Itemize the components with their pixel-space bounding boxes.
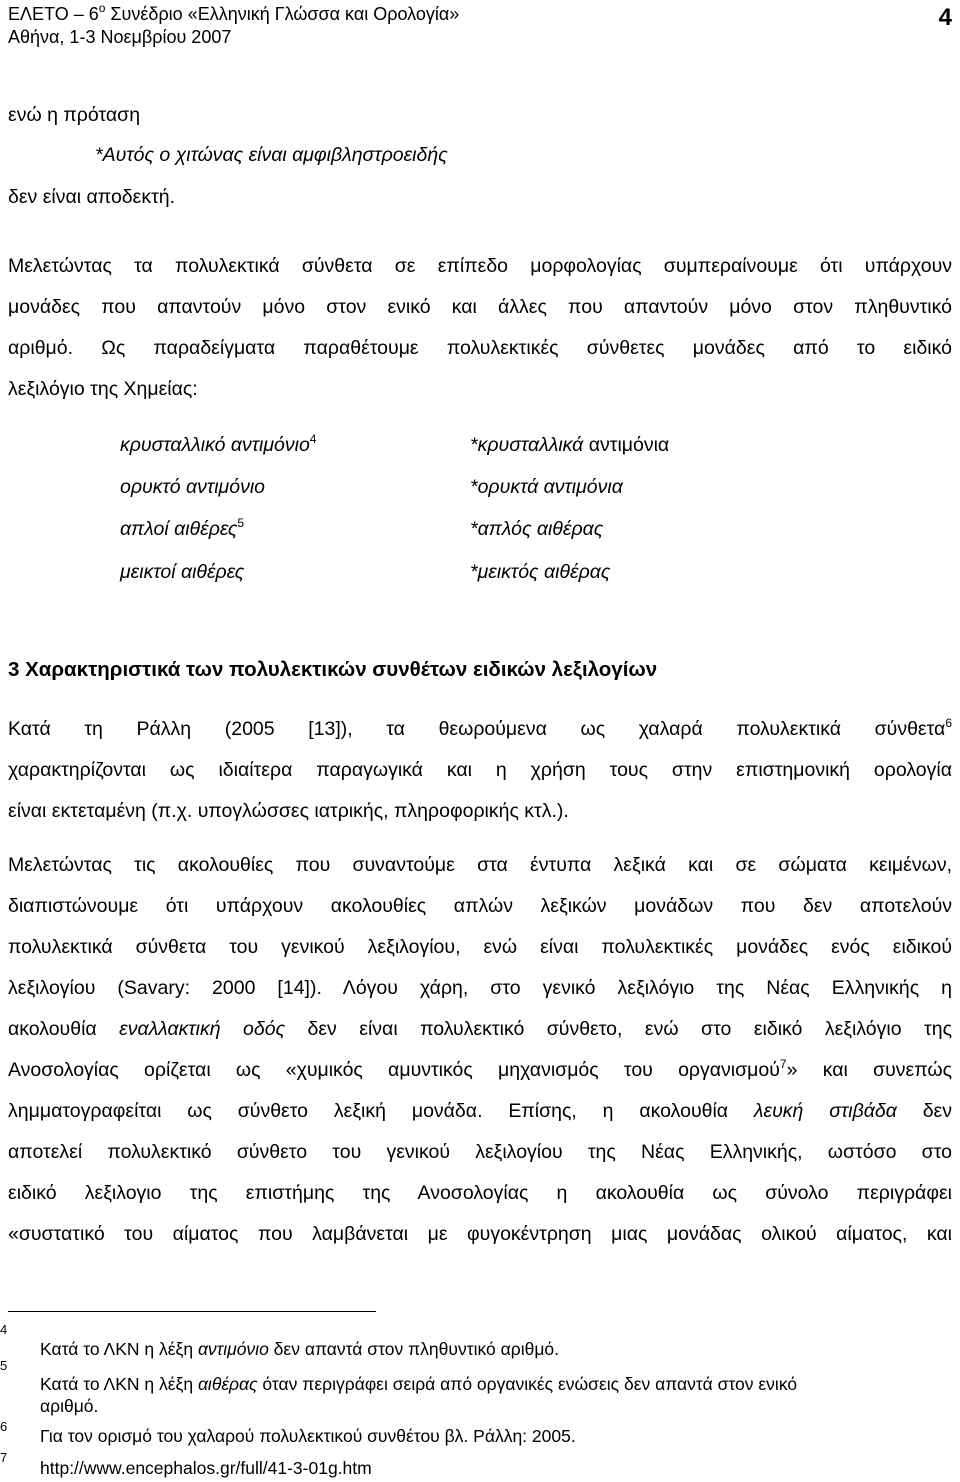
paragraph-line: χαρακτηρίζονται ως ιδιαίτερα παραγωγικά και η χρήση τους στην επιστημονική ορολογία: [8, 759, 952, 781]
example-left: μεικτοί αιθέρες: [120, 561, 245, 583]
example-right: *κρυσταλλικά αντιμόνια: [470, 434, 670, 456]
paragraph-line: μονάδες που απαντούν μόνο στον ενικό και άλλες που απαντούν μόνο στον πληθυντικό: [8, 296, 952, 318]
paragraph-line: πολυλεκτικά σύνθετα του γενικού λεξιλογίου, ενώ είναι πολυλεκτικές μονάδες ενός ειδικού: [8, 936, 952, 958]
footnote-number: 6: [0, 1419, 8, 1434]
footnote-number: 7: [0, 1450, 8, 1465]
footnote-link[interactable]: http://www.encephalos.gr/full/41-3-01g.htm: [40, 1458, 372, 1478]
intro-example: *Αυτός ο χιτώνας είναι αμφιβληστροειδής: [95, 144, 448, 166]
paragraph-line: λεξιλογίου (Savary: 2000 [14]). Λόγου χάρη, στο γενικό λεξιλόγιο της Νέας Ελληνικής η: [8, 977, 952, 999]
paragraph-line: λημματογραφείται ως σύνθετο λεξική μονάδα. Επίσης, η ακολουθία λευκή στιβάδα δεν: [8, 1100, 952, 1122]
header-place-date: Αθήνα, 1-3 Νοεμβρίου 2007: [8, 27, 232, 47]
footnote-number: 5: [0, 1358, 8, 1373]
intro-line: δεν είναι αποδεκτή.: [8, 186, 176, 208]
paragraph-line: «συστατικό του αίματος που λαμβάνεται με φυγοκέντρηση μιας μονάδας ολικού αίματος, και: [8, 1223, 952, 1245]
paragraph-line: αποτελεί πολυλεκτικό σύνθετο του γενικού λεξιλογίου της Νέας Ελληνικής, ωστόσο στο: [8, 1141, 952, 1163]
header-conference-title: ΕΛΕΤΟ – $6^o$ Συνέδριο «Ελληνική Γλώσσα και Ορολογία»: [8, 1, 460, 24]
example-right: *μεικτός αιθέρας: [470, 561, 611, 583]
paragraph-line: ειδικό λεξιλογιο της επιστήμης της Ανοσολογίας η ακολουθία ως σύνολο περιγράφει: [8, 1182, 952, 1204]
paragraph-line: είναι εκτεταμένη (π.χ. υπογλώσσες ιατρικής, πληροφορικής κτλ.).: [8, 800, 569, 822]
footnote-text: Για τον ορισμό του χαλαρού πολυλεκτικού συνθέτου βλ. Ράλλη: 2005.: [40, 1426, 576, 1446]
footnote-number: 4: [0, 1322, 8, 1337]
example-right: *ορυκτά αντιμόνια: [470, 476, 623, 498]
paragraph-line: Κατά τη Ράλλη (2005 [13]), τα θεωρούμενα ως χαλαρά πολυλεκτικά σύνθετα$^6$: [8, 716, 952, 740]
paragraph-line: διαπιστώνουμε ότι υπάρχουν ακολουθίες απλών λεξικών μονάδων που δεν αποτελούν: [8, 895, 952, 917]
example-left: κρυσταλλικό αντιμόνιο$^4$: [120, 432, 317, 456]
footnote-text: Κατά το ΛΚΝ η λέξη αιθέρας όταν περιγράφει σειρά από οργανικές ενώσεις δεν απαντά στον ενικό: [40, 1374, 798, 1394]
page-number: 4: [938, 4, 952, 31]
paragraph-line: Ανοσολογίας ορίζεται ως «χυμικός αμυντικός μηχανισμός του οργανισμού$^7$» και συνεπώς: [8, 1057, 952, 1081]
example-left: ορυκτό αντιμόνιο: [120, 476, 265, 498]
section-heading: 3 Χαρακτηριστικά των πολυλεκτικών συνθέτων ειδικών λεξιλογίων: [8, 658, 658, 681]
example-right: *απλός αιθέρας: [470, 518, 604, 540]
paragraph-line: αριθμό. Ως παραδείγματα παραθέτουμε πολυλεκτικές σύνθετες μονάδες από το ειδικό: [8, 337, 952, 359]
paragraph-line: Μελετώντας τα πολυλεκτικά σύνθετα σε επίπεδο μορφολογίας συμπεραίνουμε ότι υπάρχουν: [8, 255, 952, 277]
footnote-text: αριθμό.: [40, 1396, 99, 1416]
example-left: απλοί αιθέρες$^5$: [120, 516, 245, 540]
intro-line: ενώ η πρόταση: [8, 104, 141, 126]
paragraph-line: Μελετώντας τις ακολουθίες που συναντούμε στα έντυπα λεξικά και σε σώματα κειμένων,: [8, 854, 952, 876]
footnote-separator: [8, 1311, 376, 1312]
paragraph-line: λεξιλόγιο της Χημείας:: [8, 378, 198, 400]
footnote-text: Κατά το ΛΚΝ η λέξη αντιμόνιο δεν απαντά στον πληθυντικό αριθμό.: [40, 1339, 560, 1359]
paragraph-line: ακολουθία εναλλακτική οδός δεν είναι πολυλεκτικό σύνθετο, ενώ στο ειδικό λεξιλόγιο της: [8, 1018, 952, 1040]
